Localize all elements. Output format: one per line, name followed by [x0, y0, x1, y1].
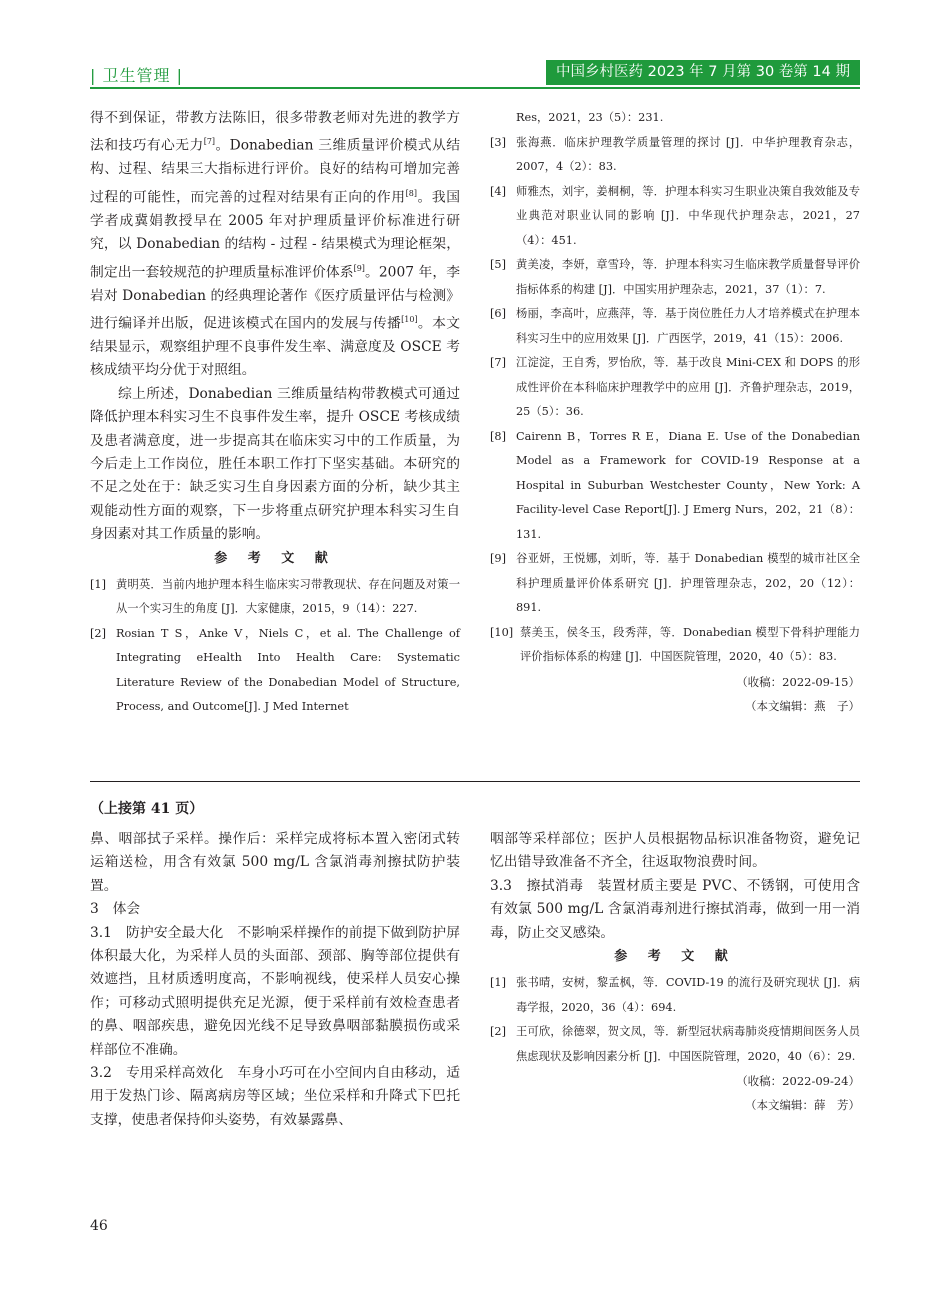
reference-item: [3] 张海燕．临床护理教学质量管理的探讨 [J]．中华护理教育杂志，2007，4（2）：83.	[490, 135, 860, 173]
subsection-3-2: 3.2 专用采样高效化 车身小巧可在小空间内自由移动，适用于发热门诊、隔离病房等区域；坐位采样和升降式下巴托支撑，使患者保持仰头姿势，有效暴露鼻、	[90, 1065, 460, 1128]
top-right-column	[490, 106, 860, 718]
bottom-left-column	[90, 828, 460, 1132]
continued-from-note: （上接第 41 页）	[90, 801, 204, 817]
section-heading: 3 体会	[90, 901, 141, 918]
reference-item: [6] 杨丽，李高叶，应燕萍，等．基于岗位胜任力人才培养模式在护理本科实习生中的应用效果 [J]．广西医学，2019，41（15）：2006.	[490, 307, 860, 345]
reference-item: [4] 师雅杰，刘宇，姜桐桐，等．护理本科实习生职业决策自我效能及专业典范对职业认同的影响 [J]．中华现代护理杂志，2021，27（4）：451.	[490, 184, 860, 247]
reference-continuation: Res，2021，23（5）：231.	[516, 111, 664, 124]
discussion-paragraph: 得不到保证，带教方法陈旧，很多带教老师对先进的教学方法和技巧有心无力[7]。Donabedian 三维质量评价模式从结构、过程、结果三大指标进行评价。良好的结构可增加完善过程的可能性，而完善的过程对结果有正向的作用[8]。我国学者成冀娟教授早在 2005 年对护理质量评价标准进行研究，以 Donabedian 的结构 - 过程 - 结果模式为理论框架，制定出一套较规范的护理质量标准评价体系[9]。2007 年，李岩对 Donabedian 的经典理论著作《医疗质量评估与检测》进行编译并出版，促进该模式在国内的发展与传播[10]。本文结果显示，观察组护理不良事件发生率、满意度及 OSCE 考核成绩平均分优于对照组。	[90, 110, 461, 379]
subsection-3-3: 3.3 擦拭消毒 装置材质主要是 PVC、不锈钢，可使用含有效氯 500 mg/L 含氯消毒剂进行擦拭消毒，做到一用一消毒，防止交叉感染。	[490, 877, 860, 941]
reference-item: [5] 黄美凌，李妍，章雪玲，等．护理本科实习生临床教学质量督导评价指标体系的构建 [J]．中国实用护理杂志，2021，37（1）：7.	[490, 258, 860, 296]
continuation-paragraph: 咽部等采样部位；医护人员根据物品标识准备物资，避免记忆出错导致准备不齐全，往返取物浪费时间。	[490, 831, 860, 871]
reference-item: [8] Cairenn B，Torres R E，Diana E. Use of the Donabedian Model as a Framework for COVID-19 Response at a Hospital in Suburban Westchester County，New York: A Facility-level Case Report[J]. J Emerg Nurs，202，21（8）：131.	[490, 429, 860, 541]
page-number: 46	[90, 1218, 108, 1234]
conclusion-paragraph: 综上所述，Donabedian 三维质量结构带教模式可通过降低护理本科实习生不良事件发生率，提升 OSCE 考核成绩及患者满意度，进一步提高其在临床实习中的工作质量，为今后走上工作岗位，胜任本职工作打下坚实基础。本研究的不足之处在于：缺乏实习生自身因素方面的分析，缺少其主观能动性方面的观察，下一步将重点研究护理本科实习生自身因素对其工作质量的影响。	[90, 385, 460, 543]
section-label: | 卫生管理 |	[90, 66, 183, 85]
reference-item: [1] 黄明英．当前内地护理本科生临床实习带教现状、存在问题及对策一从一个实习生的角度 [J]．大家健康，2015，9（14）：227.	[90, 577, 460, 616]
received-date: （收稿：2022-09-15）	[736, 674, 860, 689]
journal-banner: 中国乡村医药 2023 年 7 月第 30 卷第 14 期	[546, 60, 860, 85]
reference-item: [1] 张书晴，安树，黎孟枫，等．COVID-19 的流行及研究现状 [J]．病毒学报，2020，36（4）：694.	[490, 976, 860, 1014]
reference-item: [10] 蔡美玉，侯冬玉，段秀萍，等．Donabedian 模型下骨科护理能力评价指标体系的构建 [J]．中国医院管理，2020，40（5）：83.	[490, 625, 860, 663]
received-date: （收稿：2022-09-24）	[736, 1074, 860, 1089]
references-title: 参 考 文 献	[214, 550, 336, 566]
procedure-paragraph: 鼻、咽部拭子采样。操作后：采样完成将标本置入密闭式转运箱送检，用含有效氯 500 mg/L 含氯消毒剂擦拭防护装置。	[90, 831, 460, 894]
bottom-right-column	[490, 828, 860, 1117]
reference-item: [2] Rosian T S，Anke V，Niels C，et al. The Challenge of Integrating eHealth Into Health Care: Systematic Literature Review of the Donabedian Model of Structure, Process, and Outcome[J]. J Med Internet	[90, 626, 460, 714]
top-left-column	[90, 107, 460, 720]
header-divider	[90, 87, 860, 89]
reference-item: [7] 江淀淀，王自秀，罗怡欣，等．基于改良 Mini-CEX 和 DOPS 的形成性评价在本科临床护理教学中的应用 [J]．齐鲁护理杂志，2019，25（5）：36.	[490, 356, 860, 418]
references-title: 参 考 文 献	[614, 949, 736, 965]
article-divider	[90, 781, 860, 782]
editor-note: （本文编辑：薛 芳）	[745, 1098, 860, 1113]
reference-item: [2] 王可欣，徐德翠，贺文凤，等．新型冠状病毒肺炎疫情期间医务人员焦虑现状及影响因素分析 [J]．中国医院管理，2020，40（6）：29.	[490, 1025, 860, 1063]
reference-item: [9] 谷亚妍，王悦娜，刘昕，等．基于 Donabedian 模型的城市社区全科护理质量评价体系研究 [J]．护理管理杂志，202，20（12）：891.	[490, 552, 860, 614]
subsection-3-1: 3.1 防护安全最大化 不影响采样操作的前提下做到防护屏体积最大化，为采样人员的头面部、颈部、胸等部位提供有效遮挡，且材质透明度高，不影响视线，使采样人员安心操作；可移动式照明提供充足光源，便于采样前有效检查患者的鼻、咽部疾患，避免因光线不足导致鼻咽部黏膜损伤或采样部位不准确。	[90, 924, 460, 1058]
editor-note: （本文编辑：燕 子）	[745, 698, 860, 713]
